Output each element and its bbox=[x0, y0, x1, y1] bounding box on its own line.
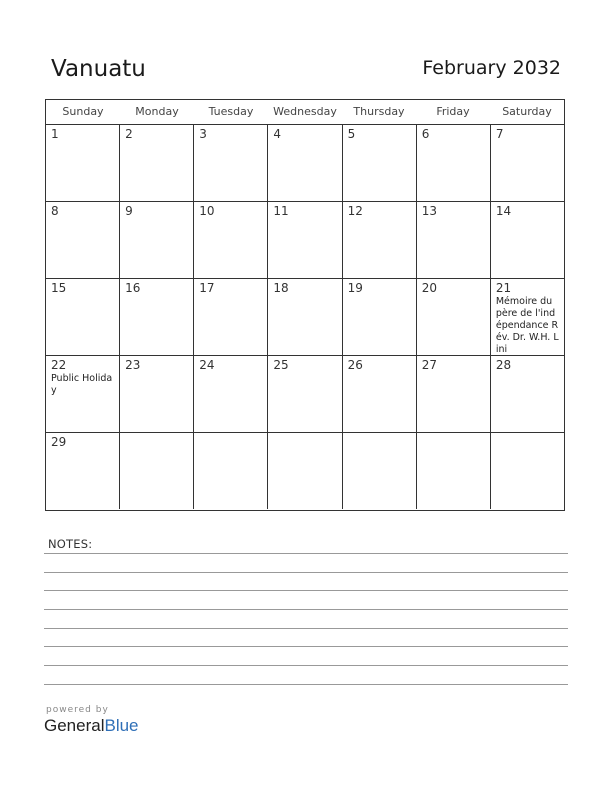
day-cell bbox=[46, 433, 120, 509]
day-cell bbox=[194, 279, 268, 355]
day-number: 21 bbox=[495, 281, 512, 295]
day-number: 10 bbox=[199, 204, 215, 218]
day-cell bbox=[46, 279, 120, 355]
week-row bbox=[46, 279, 564, 356]
brand-general: General bbox=[44, 716, 105, 735]
day-number: 15 bbox=[51, 281, 67, 295]
day-cell bbox=[46, 356, 120, 432]
week-row bbox=[46, 202, 564, 279]
day-cell bbox=[194, 125, 268, 201]
day-cell bbox=[268, 125, 342, 201]
note-line bbox=[44, 684, 568, 685]
calendar-country-title: Vanuatu bbox=[51, 56, 146, 82]
calendar-month-title: February 2032 bbox=[422, 57, 561, 79]
day-number: 16 bbox=[125, 281, 141, 295]
day-number: 17 bbox=[199, 281, 215, 295]
day-number: 26 bbox=[347, 358, 363, 372]
week-row bbox=[46, 356, 564, 433]
note-line bbox=[44, 609, 568, 610]
weekday-header-row bbox=[46, 100, 564, 125]
day-number: 4 bbox=[273, 127, 282, 141]
brand-blue: Blue bbox=[104, 716, 139, 735]
day-number: 29 bbox=[51, 435, 67, 449]
weekday-label: Wednesday bbox=[273, 105, 337, 118]
day-cell bbox=[268, 279, 342, 355]
day-cell bbox=[46, 202, 120, 278]
day-cell bbox=[120, 433, 194, 509]
day-number: 8 bbox=[51, 204, 59, 218]
day-number: 2 bbox=[125, 127, 133, 141]
weeks-container bbox=[46, 125, 564, 509]
holiday-label: Mémoire du père de l'indépendance Rév. Dr. W.H. Lini bbox=[495, 296, 559, 355]
day-number: 18 bbox=[273, 281, 289, 295]
day-number: 3 bbox=[199, 127, 207, 141]
day-number: 6 bbox=[421, 127, 430, 141]
day-number: 12 bbox=[347, 204, 363, 218]
week-row bbox=[46, 125, 564, 202]
day-cell bbox=[343, 356, 417, 432]
day-cell bbox=[417, 356, 491, 432]
day-number: 28 bbox=[495, 358, 512, 372]
week-row bbox=[46, 433, 564, 509]
day-cell bbox=[343, 125, 417, 201]
day-cell bbox=[268, 356, 342, 432]
weekday-label: Thursday bbox=[353, 105, 405, 118]
day-cell bbox=[491, 433, 564, 509]
day-cell bbox=[417, 202, 491, 278]
day-number: 24 bbox=[199, 358, 215, 372]
day-number: 27 bbox=[421, 358, 437, 372]
weekday-label: Saturday bbox=[502, 105, 552, 118]
day-number: 14 bbox=[495, 204, 512, 218]
day-number: 23 bbox=[125, 358, 141, 372]
day-cell bbox=[491, 202, 564, 278]
note-line bbox=[44, 553, 568, 554]
day-cell bbox=[417, 433, 491, 509]
note-line bbox=[44, 590, 568, 591]
day-number: 9 bbox=[125, 204, 133, 218]
day-cell bbox=[343, 433, 417, 509]
note-line bbox=[44, 628, 568, 629]
day-cell bbox=[194, 202, 268, 278]
day-cell bbox=[417, 279, 491, 355]
day-cell bbox=[46, 125, 120, 201]
brand-logo bbox=[44, 716, 139, 736]
day-number: 13 bbox=[421, 204, 437, 218]
weekday-label: Tuesday bbox=[208, 105, 254, 118]
day-number: 1 bbox=[51, 127, 59, 141]
day-cell bbox=[343, 279, 417, 355]
day-cell bbox=[120, 202, 194, 278]
day-cell bbox=[343, 202, 417, 278]
day-cell bbox=[417, 125, 491, 201]
day-cell bbox=[491, 125, 564, 201]
day-number: 19 bbox=[347, 281, 363, 295]
calendar-grid bbox=[45, 99, 565, 511]
note-line bbox=[44, 572, 568, 573]
note-line bbox=[44, 646, 568, 647]
day-number: 7 bbox=[495, 127, 504, 141]
day-cell bbox=[491, 356, 564, 432]
day-number: 22 bbox=[51, 358, 67, 372]
holiday-label: Public Holiday bbox=[51, 373, 113, 396]
day-number: 25 bbox=[273, 358, 289, 372]
day-cell bbox=[268, 202, 342, 278]
day-cell bbox=[491, 279, 564, 355]
notes-label: NOTES: bbox=[48, 537, 93, 551]
day-number: 5 bbox=[347, 127, 356, 141]
day-cell bbox=[120, 125, 194, 201]
day-number: 20 bbox=[421, 281, 437, 295]
powered-by-text: powered by bbox=[46, 705, 109, 715]
day-number: 11 bbox=[273, 204, 289, 218]
day-cell bbox=[120, 279, 194, 355]
weekday-label: Sunday bbox=[62, 105, 104, 118]
day-cell bbox=[194, 356, 268, 432]
weekday-label: Friday bbox=[436, 105, 470, 118]
day-cell bbox=[120, 356, 194, 432]
day-cell bbox=[268, 433, 342, 509]
day-cell bbox=[194, 433, 268, 509]
weekday-label: Monday bbox=[135, 105, 179, 118]
note-line bbox=[44, 665, 568, 666]
